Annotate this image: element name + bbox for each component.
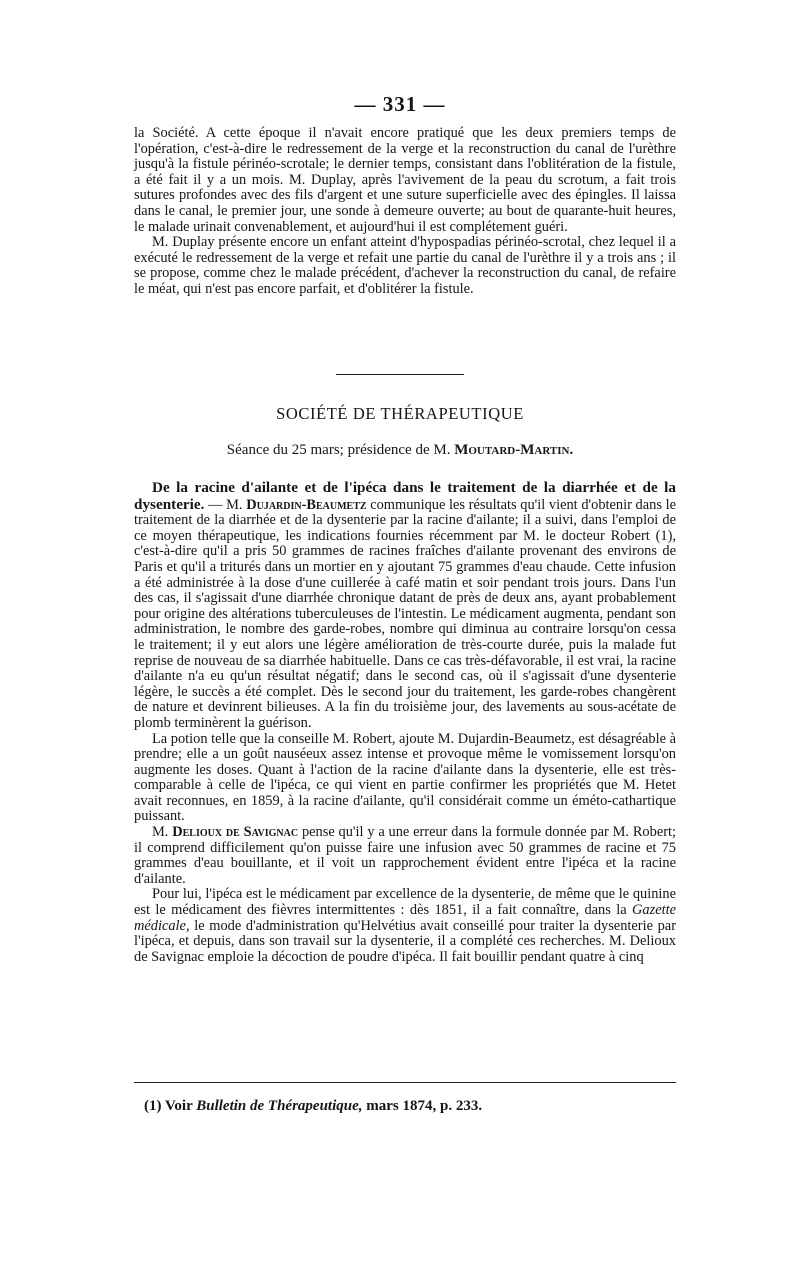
article-title: De la racine d'ailante et de l'ipéca dans le traitement de la diarrhée et de la dysenterie. (134, 479, 676, 513)
footnote-rest: mars 1874, p. 233. (366, 1098, 483, 1114)
section-heading: SOCIÉTÉ DE THÉRAPEUTIQUE (276, 404, 524, 423)
footnote-title: Bulletin de Thérapeutique, (196, 1098, 363, 1114)
dash-text: — M. (208, 496, 243, 513)
section-divider (336, 374, 464, 375)
paragraph-text: communique les résultats qu'il vient d'obtenir dans le traitement de la diarrhée et de la dysenterie par la racine d'ailante; il a suivi, dans l'emploi de ce moyen thérapeutique, les indications fournies récemment par M. le docteur Robert (1), c'est-à-dire qu'il a pris 50 grammes de racines fraîches d'ailante provenant des environs de Paris et qu'il a triturés dans un mortier en y ajoutant 75 grammes d'eau chaude. Cette infusion a été administrée à la dose d'une cuillerée à café matin et soir pendant trois jours. Dans l'un des cas, il s'agissait d'une diarrhée chronique datant de près de deux ans, ayant probablement pour origine des altérations tuberculeuses de l'intestin. Le médicament augmenta, pendant son administration, le nombre des garde-robes, nombre qui diminua au contraire lorsqu'on cessa le traitement; il y eut alors une légère amélioration de très-courte durée, puis la malade fut reprise de nouveau de sa diarrhée habituelle. Dans ce cas très-défavorable, il est vrai, la racine d'ailante n'a eu qu'un résultat négatif; dans le second cas, où il s'agissait d'une dysenterie légère, le succès a été complet. Dès le second jour du traitement, les garde-robes changèrent de nature et devinrent bilieuses. A la fin du troisième jour, des lavements au sous-acétate de plomb terminèrent la guérison. (134, 496, 676, 731)
paragraph: la Société. A cette époque il n'avait encore pratiqué que les deux premiers temps de l'opération, c'est-à-dire le redressement de la verge et la reconstruction du canal de l'urèthre jusqu'à la fistule périnéo-scrotale; le dernier temps, consistant dans l'oblitération de la fistule, a été fait il y a un mois. M. Duplay, après l'avivement de la peau du scrotum, a fait trois sutures profondes avec des fils d'argent et une suture superficielle avec des épingles. Il laissa dans le canal, le premier jour, une sonde à demeure ouverte; au bout de quarante-huit heures, le malade urinait convenablement, et aujourd'hui il est complétement guéri. (134, 125, 676, 235)
paragraph: La potion telle que la conseille M. Robert, ajoute M. Dujardin-Beaumetz, est désagréable à prendre; elle a un goût nauséeux assez intense et provoque même le vomissement lorsqu'on augmente les doses. Quant à l'action de la racine d'ailante dans la dysenterie, elle est très-comparable à celle de l'ipéca, ce qui vient en partie confirmer les propriétés que M. Hetet avait reconnues, en 1859, à la racine d'ailante, qu'il considérait comme un éméto-cathartique puissant. (134, 730, 676, 825)
paragraph (134, 480, 676, 732)
footnote-marker: (1) Voir (144, 1098, 193, 1114)
speaker-name: Delioux de Savignac (172, 824, 299, 841)
page-number: — 331 — (354, 92, 446, 116)
paragraph-text: pense qu'il y a une erreur dans la formule donnée par M. Robert; il comprend difficilement qu'on puisse faire une infusion avec 50 grammes de racine et 75 grammes d'eau bouillante, et il voit un rapprochement évident entre l'ipéca et la racine d'ailante. (134, 824, 676, 887)
footnote-divider (134, 1082, 676, 1083)
speaker-name: Dujardin-Beaumetz (246, 496, 367, 513)
paragraph (134, 887, 676, 965)
prefix-text: M. (152, 824, 169, 841)
journal-title: Gazette médicale, (134, 902, 676, 934)
session-prefix: Séance du 25 mars; présidence de M. (226, 442, 451, 458)
paragraph-text: le mode d'administration qu'Helvétius avait conseillé pour traiter la dysenterie par l'ipéca, et depuis, dans son travail sur la dysenterie, il a complété ces recherches. M. Delioux de Savignac emploie la décoction de poudre d'ipéca. Il fait bouillir pendant quatre à cinq (134, 917, 676, 965)
paragraph: M. Duplay présente encore un enfant atteint d'hypospadias périnéo-scrotal, chez lequel il a exécuté le redressement de la verge et refait une partie du canal de l'urèthre il y a trois ans ; il se propose, comme chez le malade précédent, d'achever la reconstruction du canal, de refaire le méat, qui n'est pas encore parfait, et d'oblitérer la fistule. (134, 234, 676, 297)
article-body (134, 480, 676, 965)
session-line (0, 442, 800, 459)
session-president: Moutard-Martin. (454, 442, 574, 458)
body-text-top (134, 126, 676, 298)
footnote (144, 1098, 684, 1115)
paragraph-text: Pour lui, l'ipéca est le médicament par excellence de la dysenterie, de même que le quinine est le médicament des fièvres intermittentes : dès 1851, il a fait connaître, dans la (134, 886, 676, 919)
paragraph (134, 825, 676, 887)
